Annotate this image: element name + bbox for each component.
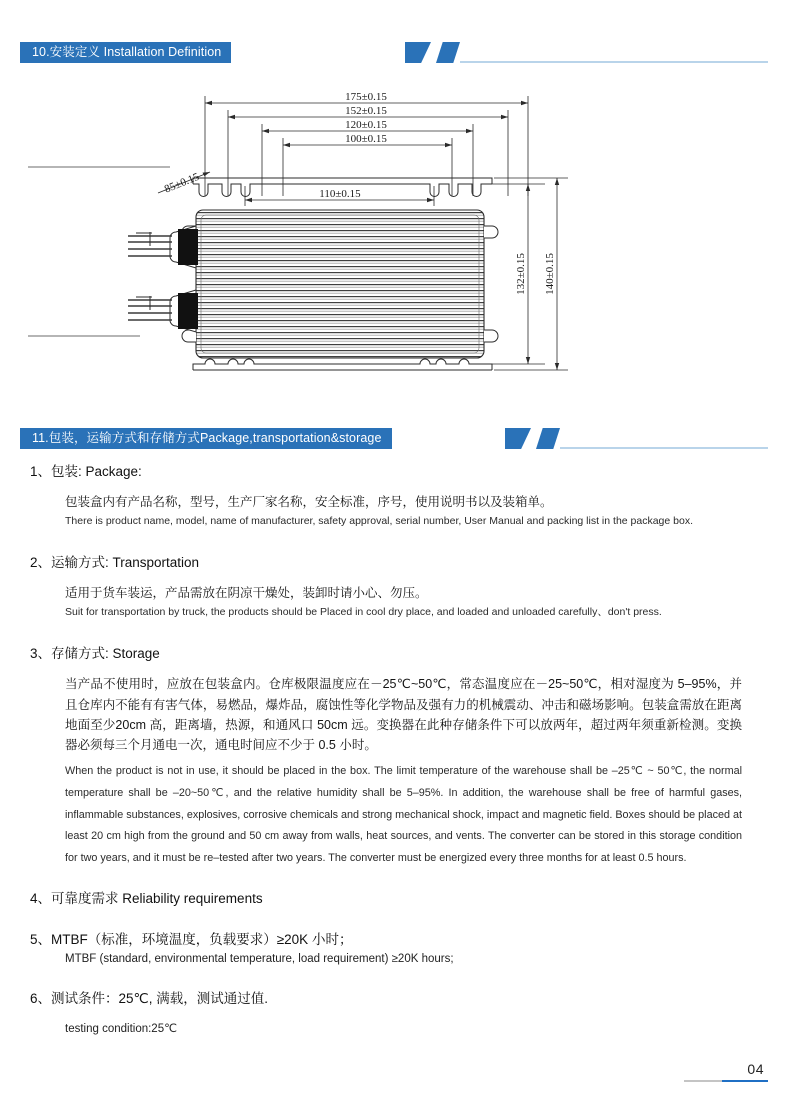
item-4-label: 可靠度需求 Reliability requirements bbox=[51, 891, 263, 907]
list-item-test-condition bbox=[0, 989, 790, 1039]
section-header-installation bbox=[0, 42, 790, 68]
item-2-en: Suit for transportation by truck, the products should be Placed in cool dry place, and loaded and unloaded carefully、don't press. bbox=[65, 605, 662, 618]
item-3-label: 存储方式: Storage bbox=[51, 646, 160, 662]
dim-132: 132±0.15 bbox=[515, 253, 527, 295]
item-4-title bbox=[0, 889, 790, 909]
list-item-package bbox=[0, 462, 790, 529]
item-6-en: testing condition:25℃ bbox=[65, 1022, 178, 1035]
package-content bbox=[0, 462, 790, 1041]
list-item-reliability bbox=[0, 889, 790, 909]
installation-drawing bbox=[0, 74, 790, 404]
footer-rule bbox=[648, 1080, 768, 1083]
item-2-label: 运输方式: Transportation bbox=[51, 555, 200, 571]
page-footer bbox=[648, 1062, 768, 1083]
header-bar bbox=[20, 42, 231, 63]
item-6-title bbox=[0, 989, 790, 1009]
header-rule-line bbox=[460, 61, 768, 63]
item-3-cn: 当产品不使用时，应放在包装盒内。仓库极限温度应在－25℃~50℃，常态温度应在－25~50℃，相对湿度为 5–95%，并且仓库内不能有有害气体，易燃品，爆炸品，腐蚀性等化学物品及强有力的机械震动、冲击和磁场影响。包装盒需放在距离地面至少20cm 高，距离墙，热源，和通风口 50cm 远。变换器在此种存储条件下可以放两年，超过两年须重新检测。变换器必须每三个月通电一次，通电时间应不少于 0.5 小时。 bbox=[65, 677, 742, 753]
item-1-title bbox=[0, 462, 790, 482]
item-5-number: 5、 bbox=[30, 931, 52, 947]
item-5-en: MTBF (standard, environmental temperature, load requirement) ≥20K hours; bbox=[65, 952, 454, 965]
list-item-transportation bbox=[0, 553, 790, 620]
item-1-number: 1、 bbox=[30, 464, 52, 479]
page-number: 04 bbox=[747, 1060, 764, 1077]
item-4-number: 4、 bbox=[30, 891, 52, 907]
dim-152: 152±0.15 bbox=[345, 105, 387, 117]
item-2-number: 2、 bbox=[30, 555, 52, 571]
footer-rule-blue bbox=[722, 1080, 768, 1083]
item-3-number: 3、 bbox=[30, 646, 52, 662]
header-rule-line-2 bbox=[560, 447, 768, 449]
item-6-label: 测试条件：25℃, 满载，测试通过值. bbox=[51, 991, 268, 1007]
item-2-title bbox=[0, 553, 790, 573]
header-slant-2 bbox=[505, 428, 531, 449]
header-chip bbox=[436, 42, 460, 63]
item-1-label: 包装: Package: bbox=[51, 464, 142, 479]
item-5-title bbox=[0, 930, 790, 950]
dim-85: 85±0.15 bbox=[162, 170, 201, 196]
header-bar-2 bbox=[20, 428, 392, 449]
list-item-storage bbox=[0, 644, 790, 869]
item-3-title bbox=[0, 644, 790, 664]
header-slant bbox=[405, 42, 431, 63]
footer-rule-grey bbox=[684, 1080, 722, 1083]
item-3-en: When the product is not in use, it should be placed in the box. The limit temperature of the warehouse shall be –25℃ ~ 50℃, the normal temperature shall be –20~50℃, and the relative humidity shall be 5–95%. In addition, the warehouse shall be free of harmful gases, inflammable substances, explosives, corrosive chemicals and strong mechanical shock, impact and magnetic field. Boxes should be placed at least 20 cm high from the ground and 50 cm away from walls, heat sources, and vents. The converter can be stored in this storage condition for two years, and it must be re–tested after two years. The converter must be energized every three months for at least 0.5 hours. bbox=[65, 765, 742, 864]
section-title-package: 11.包装，运输方式和存储方式Package,transportation&storage bbox=[32, 431, 382, 445]
item-1-cn: 包装盒内有产品名称，型号，生产厂家名称，安全标准，序号，使用说明书以及装箱单。 bbox=[65, 495, 553, 510]
dim-175: 175±0.15 bbox=[345, 91, 387, 103]
section-title-installation: 10.安装定义 Installation Definition bbox=[32, 45, 222, 59]
dim-110: 110±0.15 bbox=[319, 188, 361, 200]
item-6-number: 6、 bbox=[30, 991, 52, 1007]
item-1-en: There is product name, model, name of manufacturer, safety approval, serial number, User Manual and packing list in the package box. bbox=[65, 514, 694, 527]
dim-120: 120±0.15 bbox=[345, 119, 387, 131]
dim-100: 100±0.15 bbox=[345, 133, 387, 145]
section-header-package bbox=[0, 428, 790, 454]
list-item-mtbf bbox=[0, 930, 790, 970]
item-2-cn: 适用于货车装运，产品需放在阴凉干燥处，装卸时请小心、勿压。 bbox=[65, 586, 428, 601]
dim-140: 140±0.15 bbox=[544, 253, 556, 295]
header-chip-2 bbox=[536, 428, 560, 449]
item-5-label: MTBF（标准，环境温度，负载要求）≥20K 小时； bbox=[51, 931, 353, 947]
